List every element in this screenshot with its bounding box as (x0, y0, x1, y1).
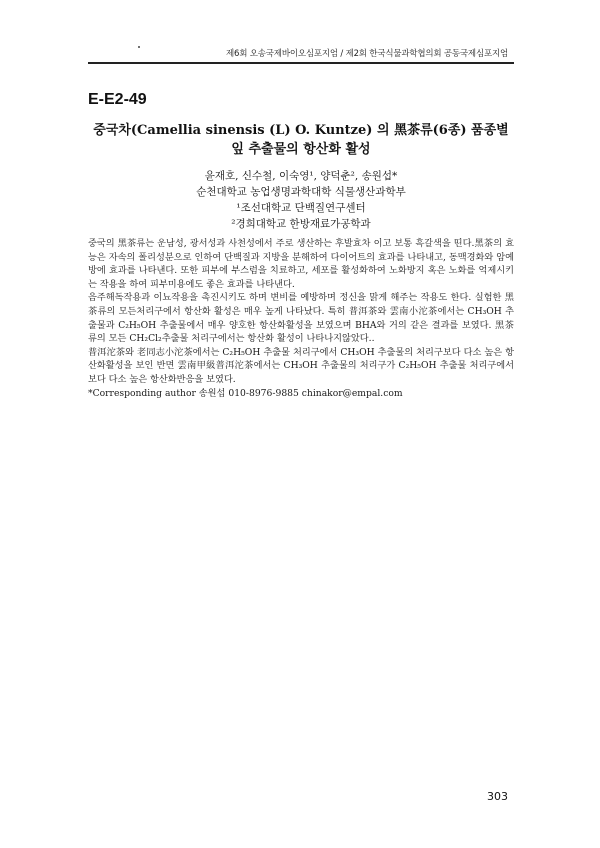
paper-title (88, 121, 514, 159)
abstract-paragraph-2: 음주해독작용과 이뇨작용을 촉진시키도 하며 변비를 예방하며 정신을 맑게 해주는 작용도 한다. 실험한 黑茶류의 모든처리구에서 항산화 활성은 매우 높게 나타났다. 특히 普洱茶와 雲南小沱茶에서는 CH₃OH 추출물과 C₂H₅OH 추출물에서 매우 양호한 항산화활성을 보였으며 BHA와 거의 같은 결과를 보였다. 黑茶류의 모든 CH₂Cl₂추출물 처리구에서는 항산화 활성이 나타나지않았다.. (88, 292, 514, 345)
running-header: 제6회 오송국제바이오심포지엄 / 제2회 한국식물과학협의회 공동국제심포지엄 (226, 49, 508, 59)
author-list: 윤재호, 신수철, 이숙영¹, 양덕춘², 송원섭* (204, 170, 398, 182)
affiliation-main: 순천대학교 농업생명과학대학 식물생산과학부 (196, 186, 406, 198)
author-block (88, 168, 514, 232)
scan-speck (138, 46, 140, 48)
title-line-2: 잎 추출물의 항산화 활성 (231, 142, 371, 157)
affiliation-2: ²경희대학교 한방재료가공학과 (231, 218, 371, 230)
paper-id: E-E2-49 (88, 91, 147, 108)
abstract-paragraph-1: 중국의 黑茶류는 운남성, 광서성과 사천성에서 주로 생산하는 후발효차 이고 보통 흑갈색을 띤다.黑茶의 효능은 자속의 폴리성분으로 인하여 단백질과 지방을 분해하여 다이어트의 효과를 나타내고, 동맥경화와 암예방에 효과를 나타낸다. 또한 피부에 부스럼을 치료하고, 세포를 활성화하여 노화방지 혹은 노화를 억제시키는 작용을 하여 피부미용에도 좋은 효과를 나타낸다. (88, 238, 514, 290)
abstract (88, 237, 514, 400)
title-line-1: 중국차(Camellia sinensis (L) O. Kuntze) 의 黑茶류(6종) 품종별 (93, 123, 509, 138)
page-number: 303 (487, 790, 508, 803)
corresponding-author: *Corresponding author 송원섭 010-8976-9885 chinakor@empal.com (88, 387, 403, 399)
abstract-paragraph-3: 普洱沱茶와 老同志小沱茶에서는 C₂H₅OH 추출물 처리구에서 CH₃OH 추출물의 처리구보다 다소 높은 항산화활성을 보인 반면 雲南甲級普洱沱茶에서는 CH₃OH 추출물의 처리구가 C₂H₅OH 추출물 처리구에서 보다 다소 높은 항산화반응을 보였다. (88, 346, 514, 385)
affiliation-1: ¹조선대학교 단백질연구센터 (236, 202, 366, 214)
header-rule (88, 62, 514, 64)
